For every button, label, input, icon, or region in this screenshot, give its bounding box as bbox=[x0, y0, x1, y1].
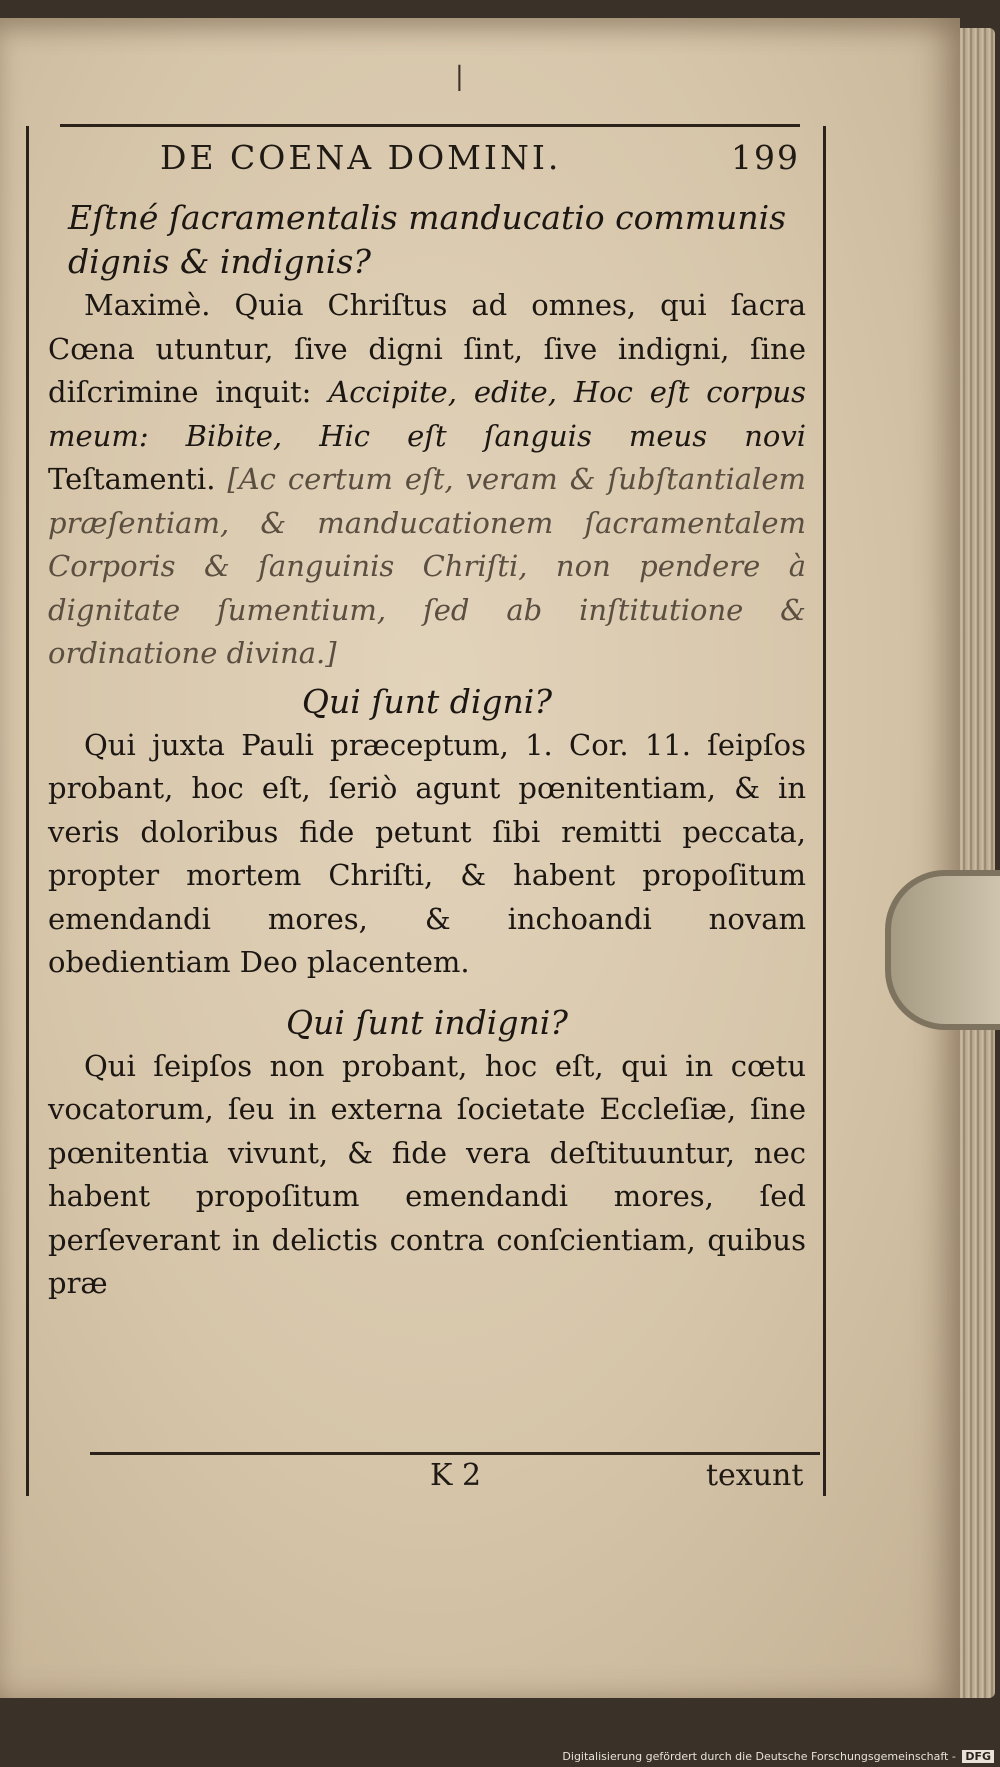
top-mark: | bbox=[455, 62, 464, 92]
catchword: texunt bbox=[706, 1458, 804, 1493]
dfg-logo: DFG bbox=[962, 1750, 994, 1763]
answer-text: Qui juxta Pauli præceptum, 1. Cor. 11. ſeipſos probant, hoc eſt, ſeriò agunt pœnitentiam, & in veris doloribus fide petunt ſibi remitti peccata, propter mortem Chriſti, & habent propoſitum emendandi mores, & inchoandi novam obedientiam Deo placentem. bbox=[48, 727, 806, 979]
digitization-notice bbox=[562, 1750, 994, 1763]
answer-text-italic: Accipite, edite, Hoc eſt corpus meum: Bibite, Hic eſt ſanguis meus novi bbox=[48, 375, 806, 453]
running-head-title: DE COENA DOMINI. bbox=[160, 138, 562, 177]
answer-paragraph bbox=[48, 284, 806, 676]
digitization-text: Digitalisierung gefördert durch die Deutsche Forschungsgemeinschaft - bbox=[562, 1750, 956, 1763]
answer-paragraph bbox=[48, 1045, 806, 1306]
running-head bbox=[160, 138, 800, 177]
answer-paragraph bbox=[48, 724, 806, 985]
bottom-rule bbox=[90, 1452, 820, 1455]
question-heading: Eſtné ſacramentalis manducatio communis dignis & indignis? bbox=[68, 198, 787, 281]
answer-text-italic-bracketed: [Ac certum eſt, veram & ſubſtantialem præſentiam, & manducationem ſacramentalem Corporis & ſanguinis Chriſti, non pendere à dignitate ſumentium, ſed ab inſtitutione & ordinatione divina.] bbox=[48, 462, 806, 670]
page-number: 199 bbox=[731, 138, 800, 177]
answer-text: Maximè. Quia Chriſtus ad omnes, qui ſacra Cœna utuntur, ſive digni ſint, ſive indigni, ſine diſcrimine inquit: bbox=[48, 288, 806, 409]
question-heading: Qui ſunt digni? bbox=[301, 681, 553, 721]
page-text bbox=[48, 196, 806, 1306]
signature-mark: K 2 bbox=[430, 1458, 482, 1493]
question-heading: Qui ſunt indigni? bbox=[286, 1002, 568, 1042]
answer-text: Qui ſeipſos non probant, hoc eſt, qui in cœtu vocatorum, ſeu in externa ſocietate Eccleſiæ, ſine pœnitentia vivunt, & fide vera deſtituuntur, nec habent propoſitum emendandi mores, ſed perſeverant in delictis contra conſcientiam, quibus præ bbox=[48, 1048, 806, 1300]
answer-text: Teſtamenti. bbox=[48, 462, 216, 496]
book-clasp bbox=[885, 870, 1000, 1030]
